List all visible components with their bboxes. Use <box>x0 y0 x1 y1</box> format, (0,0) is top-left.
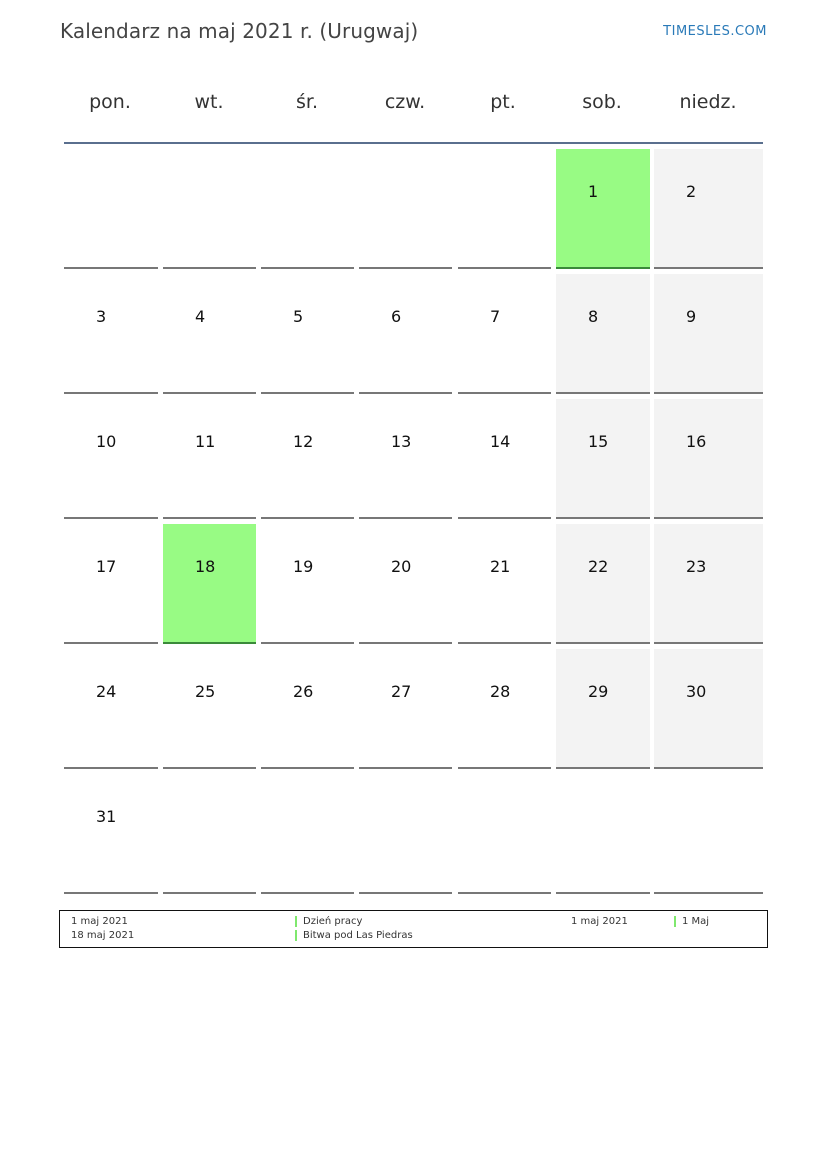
day-number: 27 <box>391 682 412 701</box>
day-cell[interactable] <box>458 649 551 769</box>
day-cell[interactable] <box>458 524 551 644</box>
day-cell[interactable] <box>654 649 763 769</box>
day-number: 12 <box>293 432 314 451</box>
day-number: 10 <box>96 432 117 451</box>
day-number: 7 <box>490 307 501 326</box>
weekday-label: pt. <box>490 91 516 113</box>
weekday-label: czw. <box>384 91 426 113</box>
weekday-label: pon. <box>89 91 131 113</box>
day-number: 15 <box>588 432 609 451</box>
day-cell[interactable] <box>261 524 354 644</box>
empty-day-cell <box>458 774 551 894</box>
day-number: 13 <box>391 432 412 451</box>
empty-day-cell <box>556 774 650 894</box>
day-number: 9 <box>686 307 697 326</box>
holiday-color-marker <box>295 930 297 941</box>
page-title: Kalendarz na maj 2021 r. (Urugwaj) <box>60 19 419 43</box>
day-number: 31 <box>96 807 117 826</box>
day-cell[interactable] <box>261 649 354 769</box>
day-number: 26 <box>293 682 314 701</box>
weekday-label: sob. <box>582 91 622 113</box>
legend-date: 18 maj 2021 <box>71 930 135 941</box>
day-number: 22 <box>588 557 609 576</box>
day-cell[interactable] <box>556 524 650 644</box>
weekday-label: wt. <box>194 91 224 113</box>
day-number: 8 <box>588 307 599 326</box>
empty-day-cell <box>64 149 158 269</box>
legend-date: 1 maj 2021 <box>571 916 628 927</box>
day-cell[interactable] <box>654 524 763 644</box>
day-number: 17 <box>96 557 117 576</box>
day-cell[interactable] <box>458 274 551 394</box>
day-cell[interactable] <box>64 524 158 644</box>
day-number: 28 <box>490 682 511 701</box>
day-number: 3 <box>96 307 107 326</box>
weekday-label: śr. <box>295 91 318 113</box>
empty-day-cell <box>163 774 256 894</box>
day-number: 5 <box>293 307 304 326</box>
day-cell[interactable] <box>556 274 650 394</box>
empty-day-cell <box>359 149 452 269</box>
empty-day-cell <box>261 149 354 269</box>
day-number: 19 <box>293 557 314 576</box>
legend-date: 1 maj 2021 <box>71 916 128 927</box>
day-cell[interactable] <box>556 649 650 769</box>
day-cell[interactable] <box>458 399 551 519</box>
day-number: 30 <box>686 682 707 701</box>
day-cell[interactable] <box>64 274 158 394</box>
day-number: 21 <box>490 557 511 576</box>
empty-day-cell <box>261 774 354 894</box>
empty-day-cell <box>359 774 452 894</box>
day-number: 14 <box>490 432 511 451</box>
header-divider <box>64 142 763 144</box>
day-cell[interactable] <box>359 274 452 394</box>
legend-holiday-name: Bitwa pod Las Piedras <box>303 930 413 941</box>
legend-holiday-name: 1 Maj <box>682 916 710 927</box>
holiday-day-cell[interactable] <box>163 524 256 644</box>
day-number: 29 <box>588 682 609 701</box>
day-cell[interactable] <box>163 649 256 769</box>
weekday-label: niedz. <box>679 91 737 113</box>
day-number: 18 <box>195 557 216 576</box>
day-number: 1 <box>588 182 599 201</box>
day-cell[interactable] <box>654 274 763 394</box>
holiday-day-cell[interactable] <box>556 149 650 269</box>
day-number: 20 <box>391 557 412 576</box>
brand-link[interactable]: TIMESLES.COM <box>663 24 767 39</box>
day-cell[interactable] <box>261 399 354 519</box>
holiday-legend <box>59 910 768 948</box>
day-cell[interactable] <box>163 274 256 394</box>
day-cell[interactable] <box>654 149 763 269</box>
day-cell[interactable] <box>261 274 354 394</box>
day-number: 23 <box>686 557 707 576</box>
day-cell[interactable] <box>64 649 158 769</box>
day-cell[interactable] <box>556 399 650 519</box>
day-cell[interactable] <box>359 649 452 769</box>
day-cell[interactable] <box>359 524 452 644</box>
day-number: 2 <box>686 182 697 201</box>
day-cell[interactable] <box>163 399 256 519</box>
legend-holiday-name: Dzień pracy <box>303 916 363 927</box>
day-number: 4 <box>195 307 206 326</box>
day-cell[interactable] <box>64 399 158 519</box>
day-cell[interactable] <box>654 399 763 519</box>
day-cell[interactable] <box>64 774 158 894</box>
day-number: 11 <box>195 432 216 451</box>
day-number: 25 <box>195 682 216 701</box>
empty-day-cell <box>163 149 256 269</box>
holiday-color-marker <box>295 916 297 927</box>
day-cell[interactable] <box>359 399 452 519</box>
empty-day-cell <box>654 774 763 894</box>
empty-day-cell <box>458 149 551 269</box>
day-number: 24 <box>96 682 117 701</box>
day-number: 16 <box>686 432 707 451</box>
holiday-color-marker <box>674 916 676 927</box>
day-number: 6 <box>391 307 402 326</box>
